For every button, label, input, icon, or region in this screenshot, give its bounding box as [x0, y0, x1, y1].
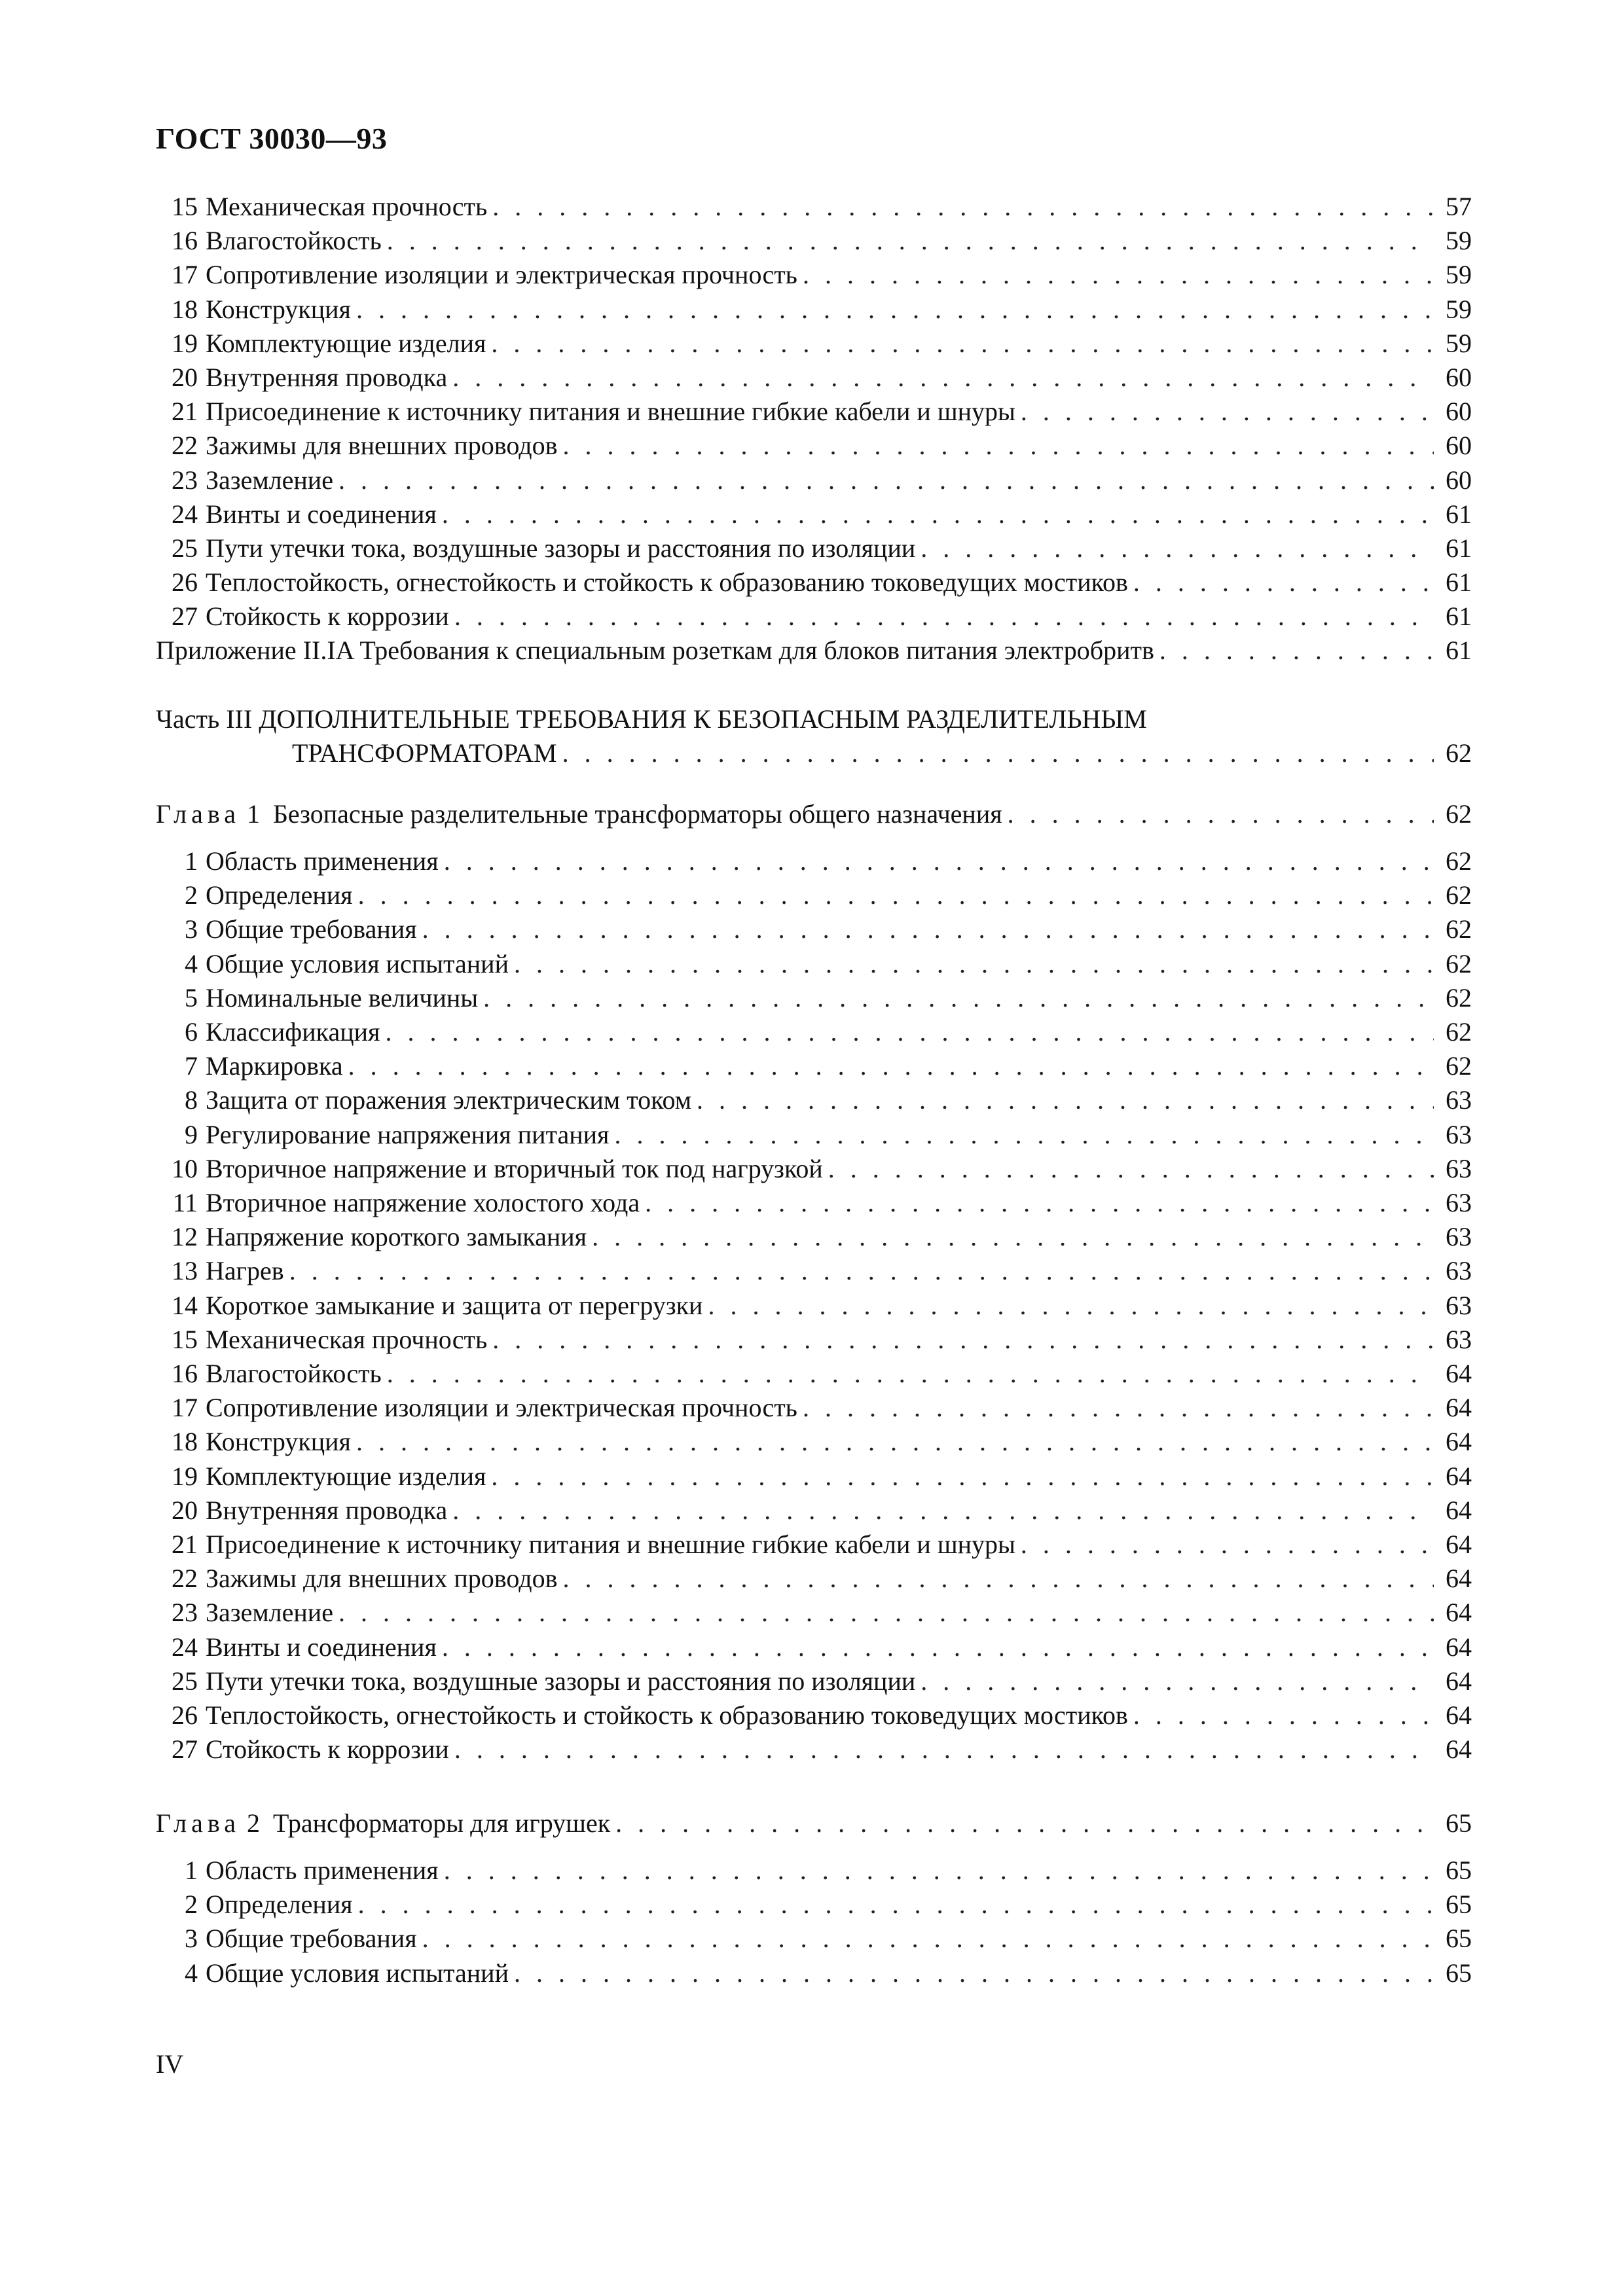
toc-leader-dots [1133, 1698, 1434, 1732]
toc-entry-title: Приложение II.IA Требования к специальным розеткам для блоков питания электробритв [156, 636, 1154, 665]
chapter-label: Глава [156, 799, 240, 829]
chapter2-heading [156, 1806, 610, 1840]
toc-entry-page: 63 [1446, 1324, 1472, 1354]
toc-leader-dots [514, 1956, 1434, 1990]
chapter-number: 2 [246, 1808, 260, 1838]
toc-leader-dots [803, 258, 1434, 292]
toc-entry-page: 65 [1446, 1808, 1472, 1838]
toc-entry-number: 20 [172, 363, 198, 392]
toc-entry-row[interactable] [156, 565, 1472, 600]
toc-entry-page: 64 [1446, 1393, 1472, 1423]
toc-entry-page: 60 [1446, 363, 1472, 392]
toc-entry-number: 26 [172, 567, 198, 598]
toc-leader-dots [803, 1391, 1434, 1425]
toc-entry-number: 4 [185, 948, 198, 978]
toc-entry-page: 64 [1446, 1734, 1472, 1765]
toc-entry-page: 63 [1446, 1188, 1472, 1217]
page-number-footer: IV [156, 2049, 184, 2079]
toc-entry-page: 64 [1446, 1530, 1472, 1559]
toc-entry-number: 7 [185, 1051, 198, 1081]
toc-entry-page: 62 [1446, 846, 1472, 876]
toc-entry-title: Сопротивление изоляции и электрическая прочность [206, 1393, 797, 1423]
toc-entry-row[interactable] [156, 224, 1472, 258]
toc-entry-title: Короткое замыкание и защита от перегрузки [206, 1290, 703, 1320]
toc-entry-row[interactable] [156, 1854, 1472, 1888]
toc-entry-number: 24 [172, 499, 198, 529]
toc-entry-row[interactable] [156, 1357, 1472, 1391]
toc-entry-number: 8 [185, 1085, 198, 1115]
toc-entry-number: 10 [172, 1153, 198, 1183]
chapter-title: Безопасные разделительные трансформаторы общего назначения [272, 799, 1002, 829]
toc-leader-dots [492, 190, 1434, 224]
chapter-label: Глава [156, 1808, 240, 1838]
toc-leader-dots [1008, 797, 1434, 831]
toc-entry-row[interactable] [156, 1596, 1472, 1630]
toc-entry-title: Область применения [206, 846, 439, 876]
toc-leader-dots [338, 1596, 1434, 1630]
toc-entry-title: Комплектующие изделия [206, 1461, 486, 1491]
toc-entry-title: Нагрев [206, 1256, 284, 1286]
toc-entry-title: Общие условия испытаний [206, 948, 509, 978]
toc-entry-title: Напряжение короткого замыкания [206, 1222, 587, 1252]
toc-leader-dots [387, 224, 1434, 258]
toc-leader-dots [444, 1854, 1434, 1888]
toc-entry-title: Определения [206, 880, 353, 910]
chapter-title: Трансформаторы для игрушек [272, 1808, 611, 1838]
toc-entry-page: 63 [1446, 1153, 1472, 1183]
toc-entry-number: 17 [172, 260, 198, 290]
toc-entry-number: 9 [185, 1119, 198, 1149]
toc-entry-page: 59 [1446, 328, 1472, 358]
toc-leader-dots [828, 1152, 1434, 1186]
toc-entry-row[interactable] [156, 497, 1472, 531]
toc-entry-row[interactable] [156, 429, 1472, 463]
toc-leader-dots [615, 1806, 1434, 1840]
toc-entry-row[interactable] [156, 947, 1472, 981]
toc-entry-title: Влагостойкость [206, 1359, 382, 1388]
toc-entry-number: 19 [172, 1461, 198, 1491]
toc-entry-title: Номинальные величины [206, 982, 479, 1013]
toc-entry-number: 6 [185, 1017, 198, 1047]
toc-entry-row[interactable] [156, 361, 1472, 395]
toc-entry-page: 64 [1446, 1461, 1472, 1491]
toc-entry-number: 14 [172, 1290, 198, 1320]
toc-leader-dots [921, 1664, 1434, 1698]
document-header: ГОСТ 30030—93 [156, 122, 388, 155]
toc-entry-title: Вторичное напряжение холостого хода [206, 1188, 640, 1217]
toc-entry-title: Присоединение к источнику питания и внешние гибкие кабели и шнуры [206, 397, 1015, 427]
toc-entry-page: 65 [1446, 1890, 1472, 1920]
toc-entry-title: Стойкость к коррозии [206, 601, 449, 632]
toc-entry-page: 60 [1446, 397, 1472, 427]
toc-entry-number: 22 [172, 1564, 198, 1594]
toc-appendix-row[interactable] [156, 634, 1472, 668]
toc-entry-page: 64 [1446, 1632, 1472, 1662]
toc-entry-row[interactable] [156, 1698, 1472, 1732]
toc-entry-title: Внутренняя проводка [206, 1495, 448, 1525]
toc-leader-dots [289, 1254, 1434, 1288]
toc-leader-dots [1159, 634, 1434, 668]
toc-leader-dots [338, 463, 1434, 497]
toc-entry-row[interactable] [156, 1664, 1472, 1698]
toc-entry-number: 3 [185, 1924, 198, 1954]
toc-entry-row[interactable] [156, 1083, 1472, 1117]
toc-leader-dots [356, 293, 1434, 327]
toc-entry-number: 5 [185, 982, 198, 1013]
toc-leader-dots [1021, 395, 1434, 429]
toc-entry-title: Механическая прочность [206, 192, 488, 221]
toc-entry-page: 63 [1446, 1256, 1472, 1286]
toc-entry-page: 62 [1446, 880, 1472, 910]
toc-entry-row[interactable] [156, 1289, 1472, 1323]
toc-entry-page: 62 [1446, 982, 1472, 1013]
toc-entry-row[interactable] [156, 1528, 1472, 1562]
toc-entry-number: 2 [185, 880, 198, 910]
toc-entry-title: Классификация [206, 1017, 380, 1047]
toc-entry-page: 63 [1446, 1085, 1472, 1115]
toc-entry-row[interactable] [156, 531, 1472, 565]
toc-entry-page: 61 [1446, 601, 1472, 632]
toc-leader-dots [452, 361, 1434, 395]
toc-entry-number: 1 [185, 846, 198, 876]
toc-entry-number: 3 [185, 914, 198, 944]
toc-entry-number: 25 [172, 1666, 198, 1696]
toc-entry-number: 18 [172, 294, 198, 324]
toc-entry-title: Винты и соединения [206, 1632, 437, 1662]
toc-leader-dots [1021, 1528, 1434, 1562]
toc-entry-row[interactable] [156, 1391, 1472, 1425]
toc-leader-dots [422, 1922, 1434, 1956]
toc-entry-title: Общие требования [206, 1924, 417, 1954]
toc-entry-row[interactable] [156, 1118, 1472, 1152]
toc-entry-title: Заземление [206, 1598, 333, 1628]
toc-leader-dots [614, 1118, 1434, 1152]
toc-entry-page: 62 [1446, 799, 1472, 829]
toc-entry-title: Внутренняя проводка [206, 363, 448, 392]
toc-entry-number: 18 [172, 1427, 198, 1457]
toc-entry-row[interactable] [156, 395, 1472, 429]
toc-entry-title: Вторичное напряжение и вторичный ток под нагрузкой [206, 1153, 823, 1183]
toc-entry-row[interactable] [156, 1494, 1472, 1528]
toc-leader-dots [563, 1562, 1434, 1596]
toc-entry-title: Общие требования [206, 914, 417, 944]
toc-entry-row[interactable] [156, 1323, 1472, 1357]
toc-entry-page: 64 [1446, 1666, 1472, 1696]
toc-entry-title: Сопротивление изоляции и электрическая прочность [206, 260, 797, 290]
toc-entry-number: 16 [172, 226, 198, 256]
toc-entry-number: 23 [172, 1598, 198, 1628]
toc-entry-page: 64 [1446, 1427, 1472, 1457]
toc-leader-dots [483, 981, 1434, 1015]
toc-entry-number: 12 [172, 1222, 198, 1252]
toc-entry-page: 60 [1446, 465, 1472, 495]
toc-leader-dots [444, 844, 1434, 878]
toc-leader-dots [454, 1732, 1434, 1767]
toc-entry-row[interactable] [156, 1220, 1472, 1254]
toc-entry-row[interactable] [156, 1254, 1472, 1288]
toc-entry-page: 61 [1446, 499, 1472, 529]
toc-entry-title: Пути утечки тока, воздушные зазоры и расстояния по изоляции [206, 533, 916, 563]
toc-leader-dots [491, 1460, 1434, 1494]
toc-entry-row[interactable] [156, 190, 1472, 224]
toc-entry-page: 65 [1446, 1958, 1472, 1988]
toc-entry-page: 65 [1446, 1924, 1472, 1954]
toc-entry-title: Конструкция [206, 294, 351, 324]
toc-entry-title: Определения [206, 1890, 353, 1920]
toc-leader-dots [387, 1357, 1434, 1391]
toc-leader-dots [442, 1630, 1434, 1664]
toc-entry-title: Регулирование напряжения питания [206, 1119, 610, 1149]
toc-entry-number: 25 [172, 533, 198, 563]
toc-leader-dots [356, 1425, 1434, 1459]
toc-entry-row[interactable] [156, 463, 1472, 497]
chapter-number: 1 [246, 799, 260, 829]
toc-leader-dots [385, 1015, 1434, 1049]
toc-leader-dots [422, 912, 1434, 946]
toc-entry-row[interactable] [156, 981, 1472, 1015]
toc-entry-title: Пути утечки тока, воздушные зазоры и расстояния по изоляции [206, 1666, 916, 1696]
toc-entry-title: Теплостойкость, огнестойкость и стойкость к образованию токоведущих мостиков [206, 1700, 1128, 1730]
toc-entry-page: 61 [1446, 636, 1472, 665]
toc-entry-page: 63 [1446, 1119, 1472, 1149]
toc-entry-title: Маркировка [206, 1051, 343, 1081]
toc-entry-row[interactable] [156, 1049, 1472, 1083]
toc-entry-row[interactable] [156, 1630, 1472, 1664]
toc-entry-number: 21 [172, 1530, 198, 1559]
toc-entry-row[interactable] [156, 327, 1472, 361]
toc-entry-page: 61 [1446, 567, 1472, 598]
toc-entry-row[interactable] [156, 1152, 1472, 1186]
toc-entry-number: 17 [172, 1393, 198, 1423]
toc-entry-title: Механическая прочность [206, 1324, 488, 1354]
toc-entry-number: 11 [172, 1188, 198, 1217]
toc-entry-number: 15 [172, 1324, 198, 1354]
toc-leader-dots [452, 1494, 1434, 1528]
toc-entry-row[interactable] [156, 1922, 1472, 1956]
toc-leader-dots [454, 600, 1434, 634]
toc-entry-page: 61 [1446, 533, 1472, 563]
toc-entry-row[interactable] [156, 1460, 1472, 1494]
toc-entry-row[interactable] [156, 258, 1472, 292]
toc-entry-row[interactable] [156, 293, 1472, 327]
toc-entry-number: 15 [172, 192, 198, 221]
toc-entry-row[interactable] [156, 1186, 1472, 1220]
toc-entry-page: 63 [1446, 1290, 1472, 1320]
toc-leader-dots [514, 947, 1434, 981]
toc-entry-number: 2 [185, 1890, 198, 1920]
toc-entry-row[interactable] [156, 1425, 1472, 1459]
toc-leader-dots [921, 531, 1434, 565]
toc-entry-title: Стойкость к коррозии [206, 1734, 449, 1765]
toc-entry-row[interactable] [156, 1956, 1472, 1990]
toc-entry-title: Теплостойкость, огнестойкость и стойкость к образованию токоведущих мостиков [206, 567, 1128, 598]
toc-entry-number: 21 [172, 397, 198, 427]
toc-entry-page: 62 [1446, 1017, 1472, 1047]
toc-entry-title: Зажимы для внешних проводов [206, 431, 558, 461]
toc-entry-page: 62 [1446, 948, 1472, 978]
toc-entry-number: 4 [185, 1958, 198, 1988]
toc-leader-dots [697, 1083, 1434, 1117]
toc-entry-page: 65 [1446, 1856, 1472, 1885]
toc-entry-number: 16 [172, 1359, 198, 1388]
toc-entry-title: Зажимы для внешних проводов [206, 1564, 558, 1594]
toc-entry-title: Влагостойкость [206, 226, 382, 256]
toc-entry-row[interactable] [156, 844, 1472, 878]
toc-entry-number: 20 [172, 1495, 198, 1525]
toc-entry-number: 22 [172, 431, 198, 461]
toc-entry-row[interactable] [156, 912, 1472, 946]
toc-entry-page: 59 [1446, 294, 1472, 324]
toc-entry-page: 64 [1446, 1495, 1472, 1525]
toc-entry-title: Область применения [206, 1856, 439, 1885]
toc-leader-dots [1133, 565, 1434, 600]
toc-leader-dots [592, 1220, 1434, 1254]
toc-entry-title: Общие условия испытаний [206, 1958, 509, 1988]
toc-leader-dots [645, 1186, 1434, 1220]
chapter1-heading-row[interactable] [156, 797, 1472, 831]
toc-entry-number: 24 [172, 1632, 198, 1662]
toc-entry-page: 62 [1446, 738, 1472, 768]
toc-entry-row[interactable] [156, 1562, 1472, 1596]
toc-entry-number: 19 [172, 328, 198, 358]
toc-entry-number: 13 [172, 1256, 198, 1286]
toc-leader-dots [358, 878, 1434, 912]
toc-entry-number: 27 [172, 1734, 198, 1765]
toc-leader-dots [563, 429, 1434, 463]
toc-entry-number: 27 [172, 601, 198, 632]
toc-entry-row[interactable] [156, 1888, 1472, 1922]
toc-leader-dots [442, 497, 1434, 531]
toc-entry-page: 62 [1446, 914, 1472, 944]
toc-entry-page: 59 [1446, 260, 1472, 290]
toc-entry-page: 64 [1446, 1359, 1472, 1388]
chapter2-heading-row[interactable] [156, 1806, 1472, 1840]
toc-entry-title: Заземление [206, 465, 333, 495]
toc-entry-number: 23 [172, 465, 198, 495]
toc-entry-page: 57 [1446, 192, 1472, 221]
toc-entry-title: Конструкция [206, 1427, 351, 1457]
toc-entry-page: 64 [1446, 1598, 1472, 1628]
toc-entry-row[interactable] [156, 878, 1472, 912]
toc-entry-page: 59 [1446, 226, 1472, 256]
toc-leader-dots [348, 1049, 1434, 1083]
chapter1-heading [156, 797, 1002, 831]
toc-entry-number: 1 [185, 1856, 198, 1885]
toc-entry-row[interactable] [156, 1732, 1472, 1767]
toc-entry-page: 62 [1446, 1051, 1472, 1081]
toc-leader-dots [708, 1289, 1434, 1323]
toc-entry-title: Комплектующие изделия [206, 328, 486, 358]
toc-leader-dots [358, 1888, 1434, 1922]
part3-heading-row[interactable] [292, 736, 1472, 770]
toc-entry-page: 64 [1446, 1700, 1472, 1730]
part3-heading-line2: ТРАНСФОРМАТОРАМ [292, 738, 557, 768]
part3-heading-line1: Часть III ДОПОЛНИТЕЛЬНЫЕ ТРЕБОВАНИЯ К БЕЗОПАСНЫМ РАЗДЕЛИТЕЛЬНЫМ [156, 704, 1147, 734]
toc-leader-dots [491, 327, 1434, 361]
toc-entry-page: 60 [1446, 431, 1472, 461]
toc-entry-page: 63 [1446, 1222, 1472, 1252]
toc-entry-number: 26 [172, 1700, 198, 1730]
toc-entry-row[interactable] [156, 600, 1472, 634]
toc-entry-title: Винты и соединения [206, 499, 437, 529]
toc-entry-row[interactable] [156, 1015, 1472, 1049]
toc-leader-dots [562, 736, 1434, 770]
toc-entry-page: 64 [1446, 1564, 1472, 1594]
toc-leader-dots [492, 1323, 1434, 1357]
toc-entry-title: Присоединение к источнику питания и внешние гибкие кабели и шнуры [206, 1530, 1015, 1559]
toc-entry-title: Защита от поражения электрическим током [206, 1085, 692, 1115]
